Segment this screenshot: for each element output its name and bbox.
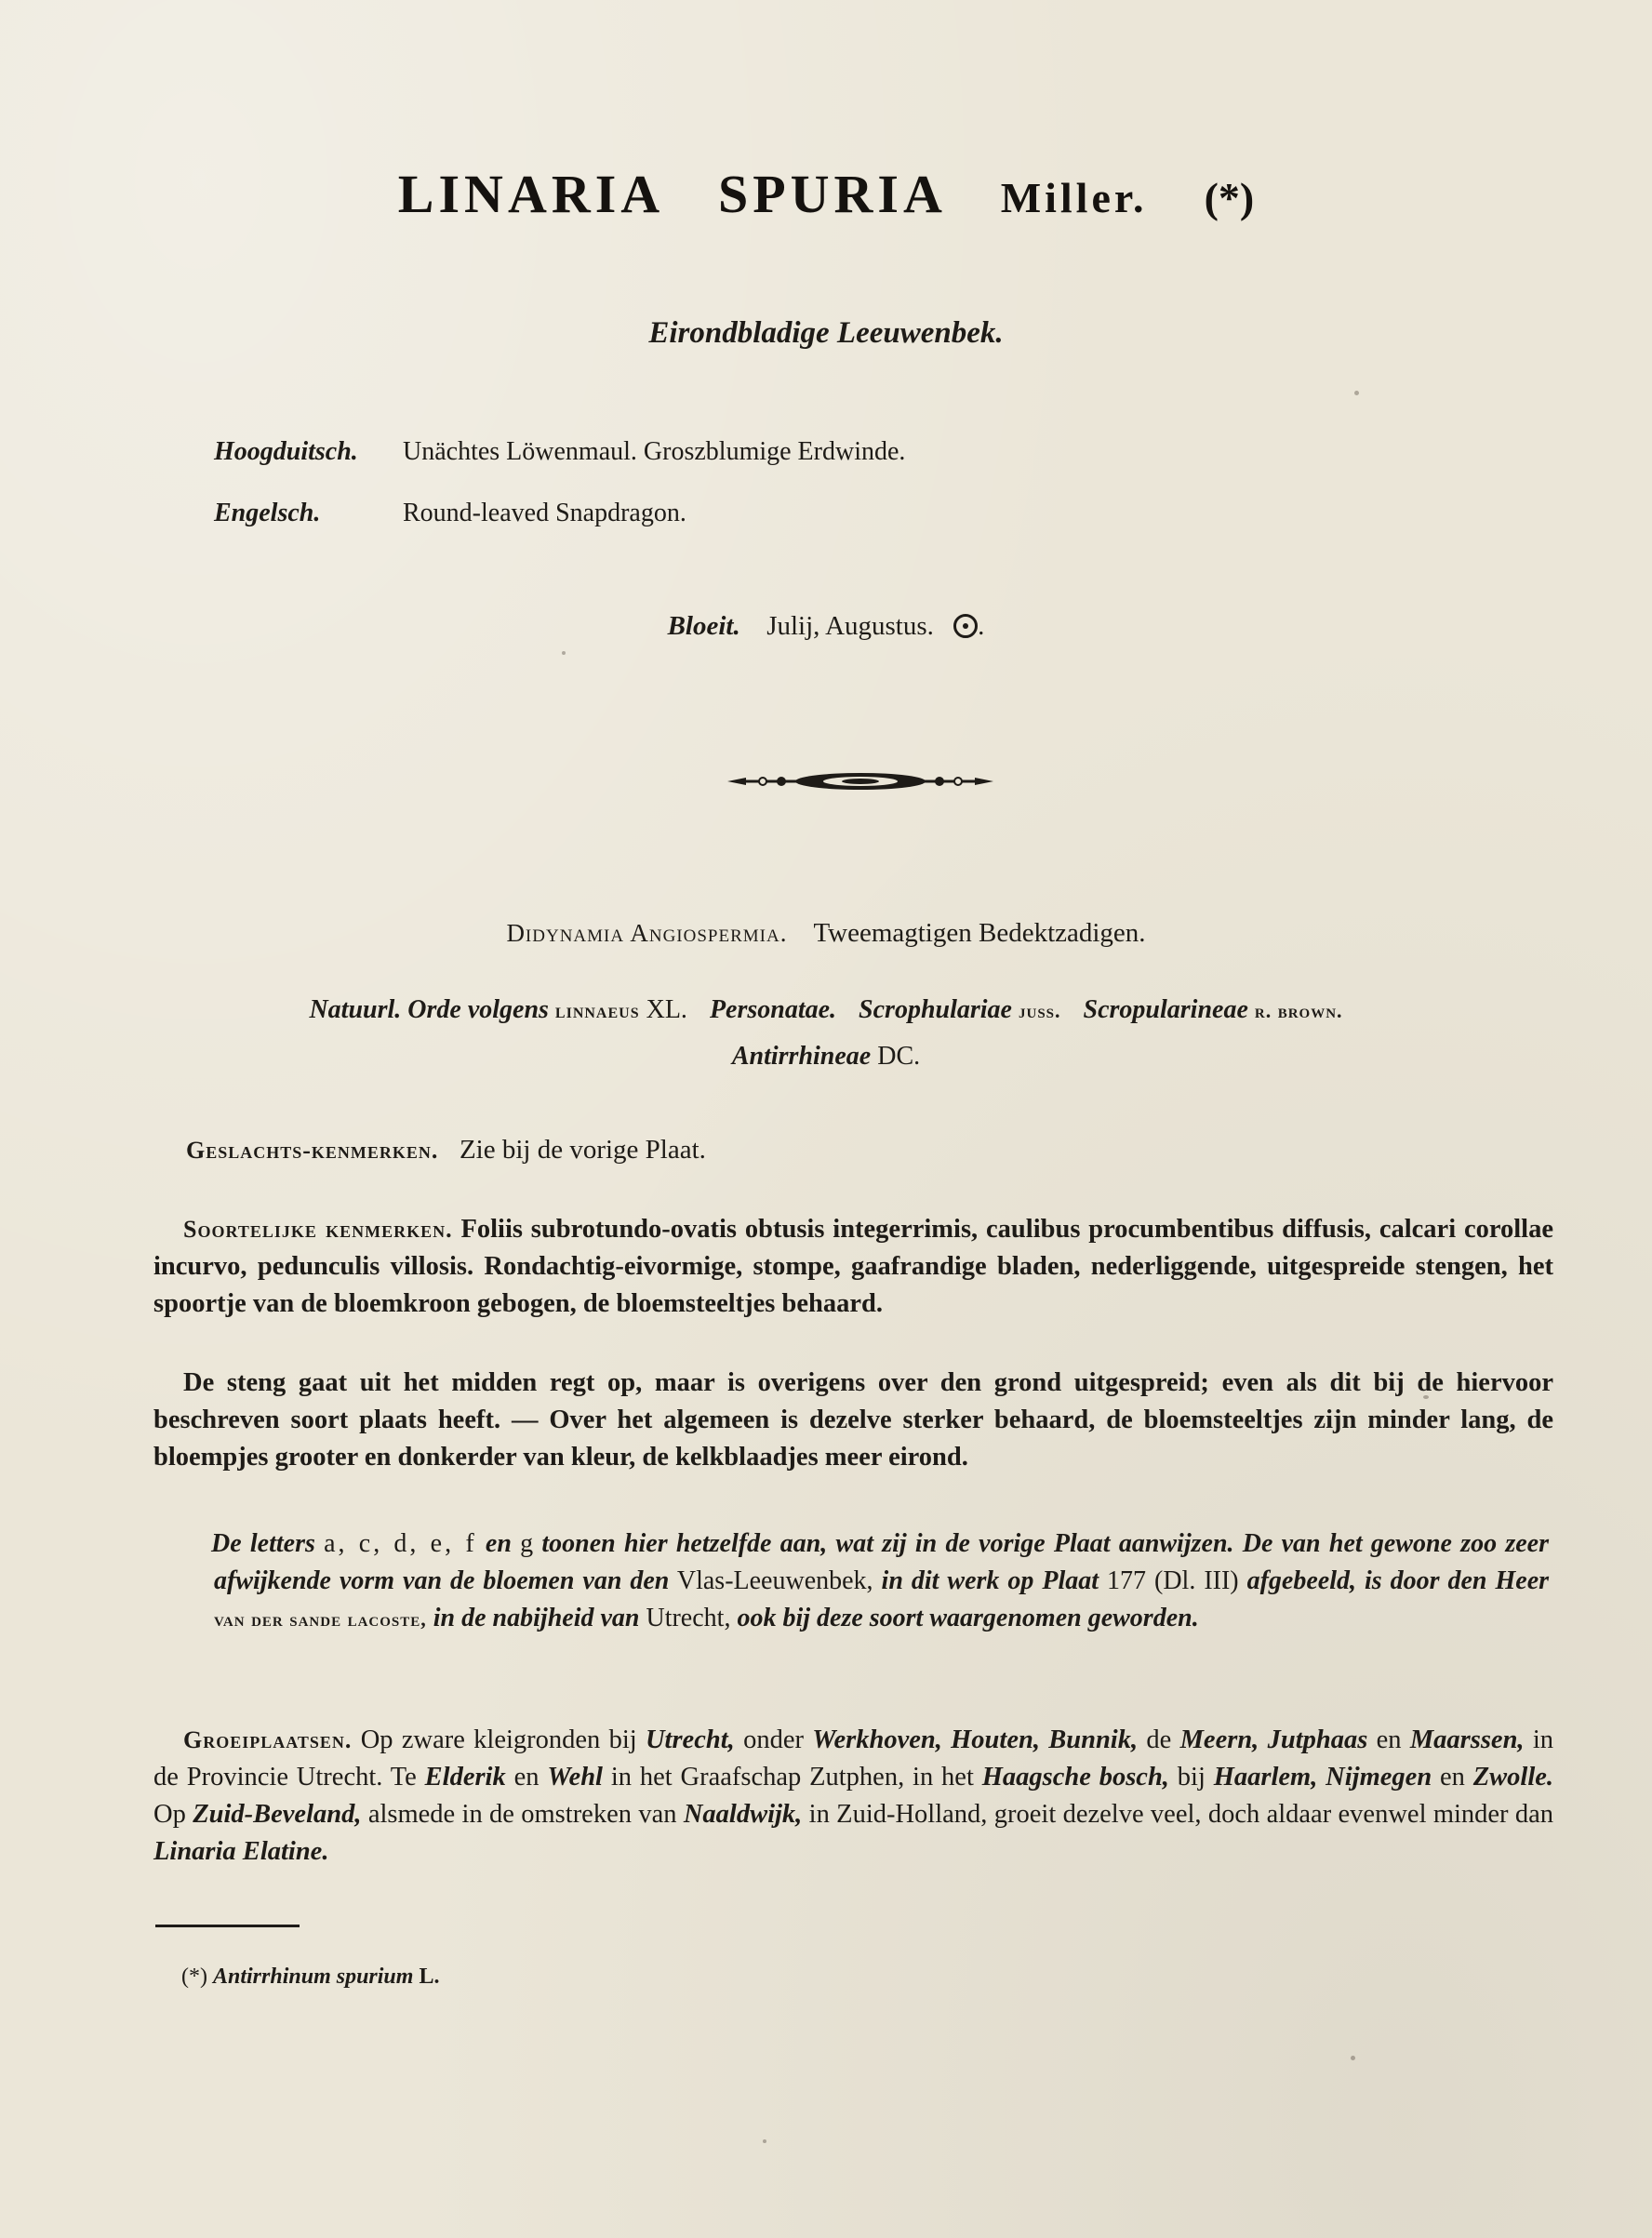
footnote-rule: [155, 1925, 300, 1927]
genus-characters-text: Zie bij de vorige Plaat.: [459, 1135, 706, 1165]
language-row-english: [214, 499, 320, 528]
class-latin: Didynamia Angiospermia.: [506, 919, 788, 947]
page-title: [0, 163, 1652, 225]
species-characters: [153, 1211, 1553, 1323]
ornament-divider-icon: [726, 769, 995, 793]
paper-speck: [1423, 1395, 1429, 1399]
genus-characters-label: Geslachts-kenmerken.: [186, 1137, 439, 1164]
language-label: Hoogduitsch.: [214, 437, 358, 466]
title-genus: LINARIA: [397, 164, 661, 224]
bloom-label: Bloeit.: [667, 611, 740, 641]
bloom-months: Julij, Augustus.: [766, 611, 934, 641]
language-row-german: [214, 437, 358, 467]
language-value-german: Unächtes Löwenmaul. Groszblumige Erdwinde.: [403, 437, 906, 466]
title-footnote-mark: (*): [1204, 174, 1255, 221]
class-dutch: Tweemagtigen Bedektzadigen.: [813, 918, 1146, 948]
classification-line: [0, 918, 1652, 949]
description-paragraph: De steng gaat uit het midden regt op, maar is overigens over den grond uitgespreid; even als dit bij de hiervoor beschreven soort plaats heeft. — Over het algemeen is dezelve sterker behaard, de bloemsteeltjes zijn minder lang, de bloempjes grooter en donkerder van kleur, de kelkblaadjes meer eirond.: [153, 1368, 1553, 1472]
footnote-mark: (*): [181, 1965, 207, 1989]
annual-symbol-icon: [953, 614, 978, 638]
title-species: SPURIA: [717, 164, 944, 224]
footnote: (*) Antirrhinum spurium L.: [181, 1965, 440, 1989]
bloom-line: Bloeit. Julij, Augustus. .: [667, 611, 985, 641]
paper-speck: [1351, 2056, 1355, 2060]
common-name: Eirondbladige Leeuwenbek.: [648, 316, 1004, 350]
species-characters-label: Soortelijke kenmerken.: [183, 1216, 453, 1243]
species-characters-text: Foliis subrotundo-ovatis obtusis integerrimis, caulibus procumbentibus diffusis, calcari corollae incurvo, pedunculis villosis. Rondachtig-eivormige, stompe, gaafrandige bladen, nederliggende, uitgespreide stengen, het spoortje van de bloemkroon gebogen, de bloemsteeltjes behaard.: [153, 1215, 1553, 1318]
localities-paragraph: Groeiplaatsen. Op zware kleigronden bij Utrecht, onder Werkhoven, Houten, Bunnik, de Meern, Jutphaas en Maarssen, in de Provincie Utrecht. Te Elderik en Wehl in het Graafschap Zutphen, in het Haagsche bosch, bij Haarlem, Nijmegen en Zwolle. Op Zuid-Beveland, alsmede in de omstreken van Naaldwijk, in Zuid-Holland, groeit dezelve veel, doch aldaar evenwel minder dan Linaria Elatine.: [153, 1725, 1554, 1866]
language-value-english: Round-leaved Snapdragon.: [403, 499, 686, 527]
title-author: Miller.: [1000, 174, 1148, 221]
natural-order-line-2: Antirrhineae DC.: [731, 1042, 921, 1071]
paper-speck: [1354, 391, 1359, 395]
paper-speck: [562, 651, 566, 655]
paper-speck: [763, 2139, 766, 2143]
genus-characters: [186, 1135, 706, 1166]
figure-note: De letters a, c, d, e, f en g toonen hier hetzelfde aan, wat zij in de vorige Plaat aanwijzen. De van het gewone zoo zeer afwijkende vorm van de bloemen van den Vlas-Leeuwenbek, in dit werk op Plaat 177 (Dl. III) afgebeeld, is door den Heer van der sande lacoste, in de nabijheid van Utrecht, ook bij deze soort waargenomen geworden.: [211, 1529, 1550, 1632]
natural-order-line: Natuurl. Orde volgens linnaeus XL. Personatae. Scrophulariae juss. Scropularineae r. brown.: [309, 995, 1343, 1024]
footnote-text: Antirrhinum spurium: [212, 1965, 414, 1989]
language-label: Engelsch.: [214, 499, 321, 527]
